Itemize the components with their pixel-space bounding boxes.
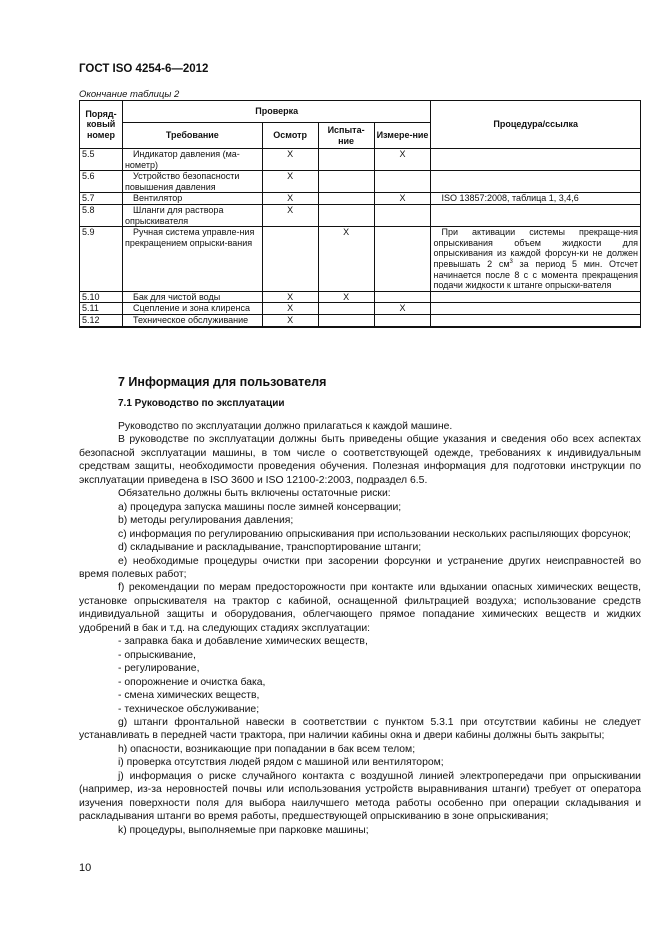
col-requirement-header: Требование [122, 123, 262, 149]
row-measurement [374, 314, 431, 326]
row-test: X [318, 227, 374, 292]
row-measurement [374, 291, 431, 303]
table-row [80, 227, 641, 292]
col-inspection-header: Осмотр [262, 123, 318, 149]
subsection-title: 7.1 Руководство по эксплуатации [118, 398, 285, 409]
row-number: 5.8 [80, 204, 123, 226]
paragraph: g) штанги фронтальной навески в соответствии с пунктом 5.3.1 при отсутствии кабины не следует устанавливать в передней части трактора, при наличии кабины окна и двери кабины должны быть закрыты; [79, 716, 641, 742]
paragraph: Руководство по эксплуатации должно прилагаться к каждой машине. [118, 421, 453, 432]
row-inspection: X [262, 291, 318, 303]
row-inspection: X [262, 171, 318, 193]
row-test [318, 204, 374, 226]
paragraph: c) информация по регулированию опрыскивания при использовании нескольких распыляющих форсунок; [118, 528, 631, 540]
row-number: 5.7 [80, 193, 123, 205]
row-number: 5.6 [80, 171, 123, 193]
row-measurement [374, 227, 431, 292]
table-row [80, 303, 641, 315]
row-inspection: X [262, 303, 318, 315]
row-test [318, 171, 374, 193]
row-procedure [431, 171, 641, 193]
row-measurement [374, 171, 431, 193]
row-inspection: X [262, 149, 318, 171]
body-text [79, 420, 641, 837]
table-row [80, 314, 641, 326]
paragraph: i) проверка отсутствия людей рядом с машиной или вентилятором; [118, 757, 444, 769]
row-requirement: Техническое обслуживание [122, 314, 262, 326]
row-test [318, 149, 374, 171]
row-test: X [318, 291, 374, 303]
row-requirement: Индикатор давления (ма-нометр) [122, 149, 262, 171]
list-item: - техническое обслуживание; [118, 703, 260, 715]
row-measurement: X [374, 149, 431, 171]
list-item: - опрыскивание, [118, 649, 196, 661]
row-procedure [431, 314, 641, 326]
row-inspection: X [262, 193, 318, 205]
row-requirement: Сцепление и зона клиренса [122, 303, 262, 315]
paragraph: f) рекомендации по мерам предосторожности при контакте или вдыхании опасных химических веществ, установке опрыскивателя на трактор с кабиной, оснащенной фильтрацией воздуха; использование средств индивидуальной защиты и оборудования, облегчающего прямое попадание химических веществ и жидких удобрений в бак и т.д. на следующих стадиях эксплуатации: [79, 582, 641, 634]
row-inspection: X [262, 314, 318, 326]
table-row [80, 291, 641, 303]
table-row [80, 204, 641, 226]
row-number: 5.11 [80, 303, 123, 315]
list-item: - регулирование, [118, 663, 200, 675]
row-procedure [431, 204, 641, 226]
row-number: 5.10 [80, 291, 123, 303]
row-procedure [431, 227, 641, 292]
row-procedure: ISO 13857:2008, таблица 1, 3,4,6 [431, 193, 641, 205]
row-procedure [431, 303, 641, 315]
col-number-header: Поряд-ковый номер [80, 101, 123, 149]
row-requirement: Бак для чистой воды [122, 291, 262, 303]
list-item: - заправка бака и добавление химических веществ, [118, 636, 368, 648]
row-inspection: X [262, 204, 318, 226]
row-procedure [431, 149, 641, 171]
paragraph: k) процедуры, выполняемые при парковке машины; [118, 824, 369, 836]
row-number: 5.12 [80, 314, 123, 326]
list-item: - опорожнение и очистка бака, [118, 676, 266, 688]
row-measurement [374, 204, 431, 226]
page-number: 10 [79, 862, 92, 874]
table-caption: Окончание таблицы 2 [79, 89, 180, 100]
inspection-table [79, 100, 641, 328]
procedure-text-part-1: При активации системы прекраще-ния опрыскивания объем жидкости для опрыскивания из каждой форсун-ки не должен превышать 2 см [433, 227, 638, 269]
paragraph: a) процедура запуска машины после зимней консервации; [118, 501, 402, 513]
row-inspection [262, 227, 318, 292]
row-requirement: Устройство безопасности повышения давления [122, 171, 262, 193]
table-row [80, 193, 641, 205]
section-title: 7 Информация для пользователя [118, 375, 327, 389]
row-number: 5.5 [80, 149, 123, 171]
superscript-exponent: 3 [509, 258, 513, 265]
paragraph: d) складывание и раскладывание, транспортирование штанги; [118, 542, 422, 554]
col-check-header: Проверка [122, 101, 431, 123]
procedure-text-part-2: за период 5 мин. Отсчет начинается после 8 с с момента прекращения подачи жидкости к штанге опрыски-вателя [433, 258, 638, 291]
row-test [318, 193, 374, 205]
row-requirement: Ручная система управле-ния прекращением опрыски-вания [122, 227, 262, 292]
row-procedure [431, 291, 641, 303]
row-requirement: Шланги для раствора опрыскивателя [122, 204, 262, 226]
row-requirement: Вентилятор [122, 193, 262, 205]
col-test-header: Испыта-ние [318, 123, 374, 149]
col-measurement-header: Измере-ние [374, 123, 431, 149]
paragraph: В руководстве по эксплуатации должны быть приведены общие указания и сведения обо всех аспектах безопасной эксплуатации машины, в том числе о соответствующей одежде, требованиях к индивидуальным средствам защиты, необходимости проведения обучения. Полезная информация для подготовки инструкции по эксплуатации приведена в ISO 3600 и ISO 12100-2:2003, подраздел 6.5. [79, 434, 641, 486]
table-row [80, 149, 641, 171]
list-item: - смена химических веществ, [118, 690, 260, 702]
row-measurement: X [374, 193, 431, 205]
document-header: ГОСТ ISO 4254-6—2012 [79, 63, 209, 75]
paragraph: Обязательно должны быть включены остаточные риски: [118, 488, 391, 500]
row-measurement: X [374, 303, 431, 315]
row-test [318, 303, 374, 315]
row-number: 5.9 [80, 227, 123, 292]
paragraph: j) информация о риске случайного контакта с воздушной линией электропередачи при опрыскивании (например, из-за неровностей почвы или использования устройств выравнивания штанги) требует от оператора изучения поверхности поля для выбора наилучшего метода работы особенно при операции складывания и раскладывания штанги во время работы, предшествующей опрыскиванию в зоне опрыскивания; [79, 770, 641, 823]
row-test [318, 314, 374, 326]
paragraph: h) опасности, возникающие при попадании в бак всем телом; [118, 743, 416, 755]
paragraph: b) методы регулирования давления; [118, 515, 294, 527]
table-row [80, 171, 641, 193]
col-procedure-header: Процедура/ссылка [431, 101, 641, 149]
paragraph: e) необходимые процедуры очистки при засорении форсунки и устранение других неисправностей во время полевых работ; [79, 555, 641, 580]
